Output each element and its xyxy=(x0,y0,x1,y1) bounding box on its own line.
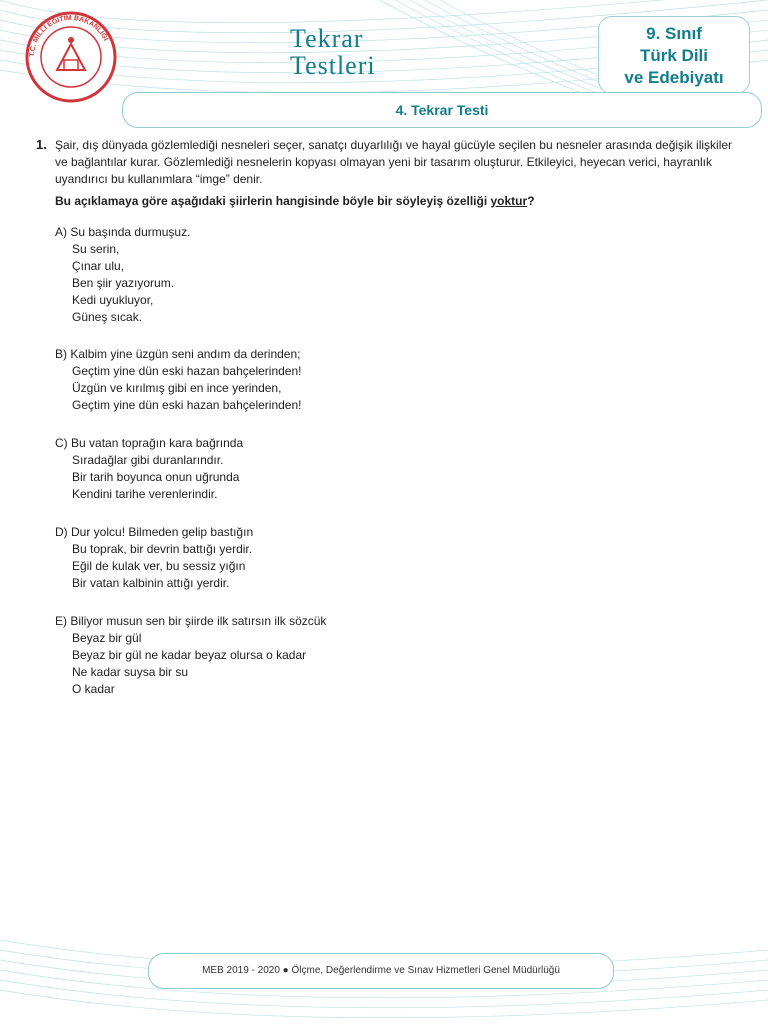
question-stem-emphasis: yoktur xyxy=(490,194,528,208)
option-d[interactable] xyxy=(55,524,253,592)
subject-badge-course: Türk Dili xyxy=(639,46,708,65)
option-line: Geçtim yine dün eski hazan bahçelerinden! xyxy=(72,398,302,412)
question-stem-end: ? xyxy=(527,194,535,208)
option-b[interactable] xyxy=(55,346,301,414)
option-line: Dur yolcu! Bilmeden gelip bastığın xyxy=(71,525,254,539)
question-number: 1. xyxy=(36,137,47,152)
option-line: Üzgün ve kırılmış gibi en ince yerinden, xyxy=(72,381,282,395)
option-line: Kendini tarihe verenlerindir. xyxy=(72,487,218,501)
option-label: C) xyxy=(55,436,68,450)
subject-badge xyxy=(598,16,750,94)
subject-badge-grade: 9. Sınıf xyxy=(646,24,702,43)
option-line: Bir tarih boyunca onun uğrunda xyxy=(72,470,240,484)
option-line: Kedi uyukluyor, xyxy=(72,293,154,307)
option-line: O kadar xyxy=(72,682,115,696)
option-e[interactable] xyxy=(55,613,326,698)
subject-badge-course-cont: ve Edebiyatı xyxy=(624,68,724,87)
option-line: Eğil de kulak ver, bu sessiz yığın xyxy=(72,559,246,573)
series-title xyxy=(290,26,376,80)
option-line: Bu toprak, bir devrin battığı yerdir. xyxy=(72,542,253,556)
series-title-line1: Tekrar xyxy=(290,24,364,53)
option-label: E) xyxy=(55,614,67,628)
option-line: Beyaz bir gül xyxy=(72,631,142,645)
option-line: Beyaz bir gül ne kadar beyaz olursa o kadar xyxy=(72,648,307,662)
series-title-line2: Testleri xyxy=(290,51,376,80)
test-title: 4. Tekrar Testi xyxy=(122,92,762,128)
footer-credit: MEB 2019 - 2020 ● Ölçme, Değerlendirme ve Sınav Hizmetleri Genel Müdürlüğü xyxy=(148,953,614,989)
option-line: Ne kadar suysa bir su xyxy=(72,665,189,679)
option-line: Su serin, xyxy=(72,242,120,256)
option-label: B) xyxy=(55,347,67,361)
option-line: Sıradağlar gibi duranlarındır. xyxy=(72,453,224,467)
option-c[interactable] xyxy=(55,435,243,503)
option-a[interactable] xyxy=(55,224,190,326)
option-line: Su başında durmuşuz. xyxy=(70,225,191,239)
option-line: Kalbim yine üzgün seni andım da derinden; xyxy=(70,347,301,361)
option-label: D) xyxy=(55,525,68,539)
question-passage: Şair, dış dünyada gözlemlediği nesneleri seçer, sanatçı duyarlılığı ve hayal gücüyle seçilen bu nesneler arasında değişik ilişkiler ve bağlantılar kurar. Gözlemlediği nesnelerin kopyası olmayan yeni bir tasarım oluşturur. Etkileyici, heyecan verici, hayranlık uyandırıcı bu kullanımlara “imge” denir. xyxy=(55,138,733,186)
option-line: Biliyor musun sen bir şiirde ilk satırsın ilk sözcük xyxy=(70,614,327,628)
ministry-seal-logo xyxy=(24,10,118,104)
option-line: Ben şiir yazıyorum. xyxy=(72,276,175,290)
option-line: Geçtim yine dün eski hazan bahçelerinden! xyxy=(72,364,302,378)
option-line: Çınar ulu, xyxy=(72,259,125,273)
option-label: A) xyxy=(55,225,67,239)
option-line: Bir vatan kalbinin attığı yerdir. xyxy=(72,576,230,590)
question-stem-text: Bu açıklamaya göre aşağıdaki şiirlerin hangisinde böyle bir söyleyiş özelliği xyxy=(55,194,491,208)
question-stem xyxy=(55,193,745,210)
option-line: Güneş sıcak. xyxy=(72,310,143,324)
option-line: Bu vatan toprağın kara bağrında xyxy=(71,436,244,450)
svg-text:T.C. MİLLÎ EĞİTİM BAKANLIĞI: T.C. MİLLÎ EĞİTİM BAKANLIĞI xyxy=(28,14,109,58)
